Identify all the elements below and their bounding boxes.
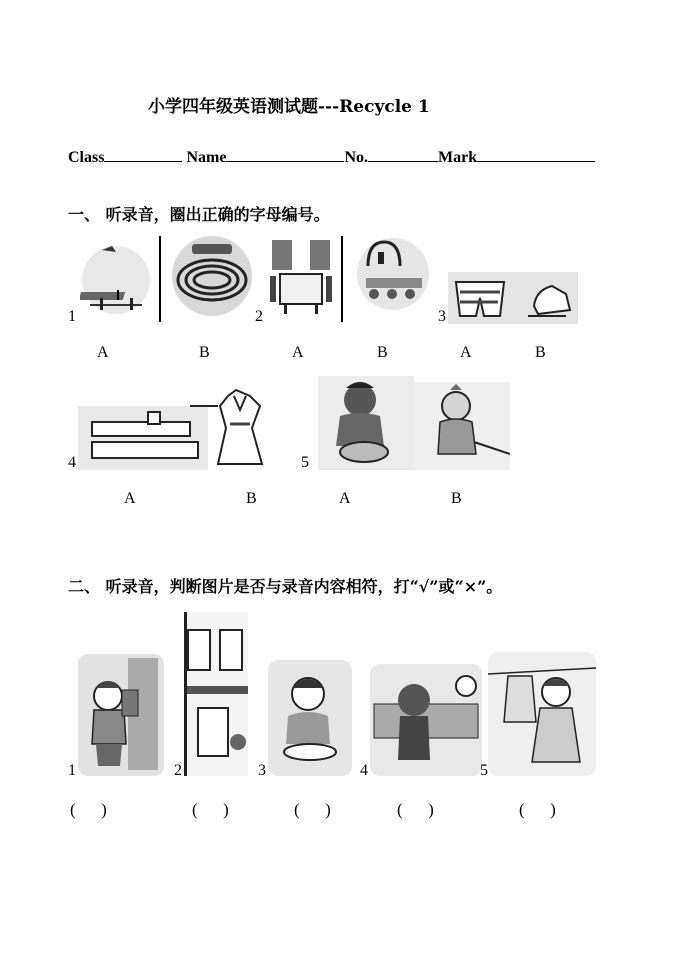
- s2-q4-answer-blank[interactable]: ( ): [397, 800, 434, 819]
- q3-option-b[interactable]: B: [535, 344, 546, 361]
- s2-q1-answer-blank[interactable]: ( ): [70, 800, 107, 819]
- section2-heading: 二、 听录音，判断图片是否与录音内容相符，打“√”或“×”。: [68, 577, 503, 596]
- s2-q1-number: 1: [68, 762, 76, 779]
- q2-option-b[interactable]: B: [377, 344, 388, 361]
- boy-closet-picture: [78, 654, 164, 776]
- no-label: No.: [344, 149, 368, 166]
- girl-bed-picture: [370, 664, 482, 776]
- s2-q3-number: 3: [258, 762, 266, 779]
- q2-number: 2: [255, 308, 263, 325]
- s2-q5-answer-blank[interactable]: ( ): [519, 800, 556, 819]
- kitchen-picture: [184, 612, 248, 776]
- q1-number: 1: [68, 308, 76, 325]
- boy-washing-picture: [318, 376, 414, 470]
- mark-blank[interactable]: [477, 147, 595, 162]
- q1-option-b[interactable]: B: [199, 344, 210, 361]
- q4-option-a[interactable]: A: [124, 490, 136, 507]
- dress-picture: [190, 384, 282, 470]
- q5-number: 5: [301, 454, 309, 471]
- pingpong-picture: [80, 236, 152, 318]
- class-label: Class: [68, 149, 105, 166]
- boy-eating-picture: [268, 660, 352, 776]
- pants-picture: [78, 400, 208, 470]
- q1-option-a[interactable]: A: [97, 344, 109, 361]
- q3-option-a[interactable]: A: [460, 344, 472, 361]
- no-blank[interactable]: [368, 147, 438, 162]
- s2-q3-answer-blank[interactable]: ( ): [294, 800, 331, 819]
- s2-q4-number: 4: [360, 762, 368, 779]
- track-picture: [170, 234, 254, 318]
- shorts-and-shoes-picture: [448, 272, 578, 324]
- q4-option-b[interactable]: B: [246, 490, 257, 507]
- divider: [341, 236, 343, 322]
- section1-heading: 一、 听录音，圈出正确的字母编号。: [68, 205, 330, 224]
- s2-q2-answer-blank[interactable]: ( ): [192, 800, 229, 819]
- student-info-line: [68, 147, 595, 167]
- canteen-picture: [356, 236, 430, 312]
- name-blank[interactable]: [226, 147, 344, 162]
- q5-option-a[interactable]: A: [339, 490, 351, 507]
- q5-option-b[interactable]: B: [451, 490, 462, 507]
- library-picture: [268, 236, 334, 316]
- mark-label: Mark: [438, 149, 478, 166]
- s2-q5-number: 5: [480, 762, 488, 779]
- girl-clothes-picture: [488, 652, 596, 776]
- q4-number: 4: [68, 454, 76, 471]
- q2-option-a[interactable]: A: [292, 344, 304, 361]
- class-blank[interactable]: [104, 147, 182, 162]
- girl-washing-picture: [414, 382, 510, 470]
- divider: [159, 236, 161, 322]
- q3-number: 3: [438, 308, 446, 325]
- s2-q2-number: 2: [174, 762, 182, 779]
- page-title: 小学四年级英语测试题---Recycle 1: [148, 97, 430, 117]
- name-label: Name: [186, 149, 227, 166]
